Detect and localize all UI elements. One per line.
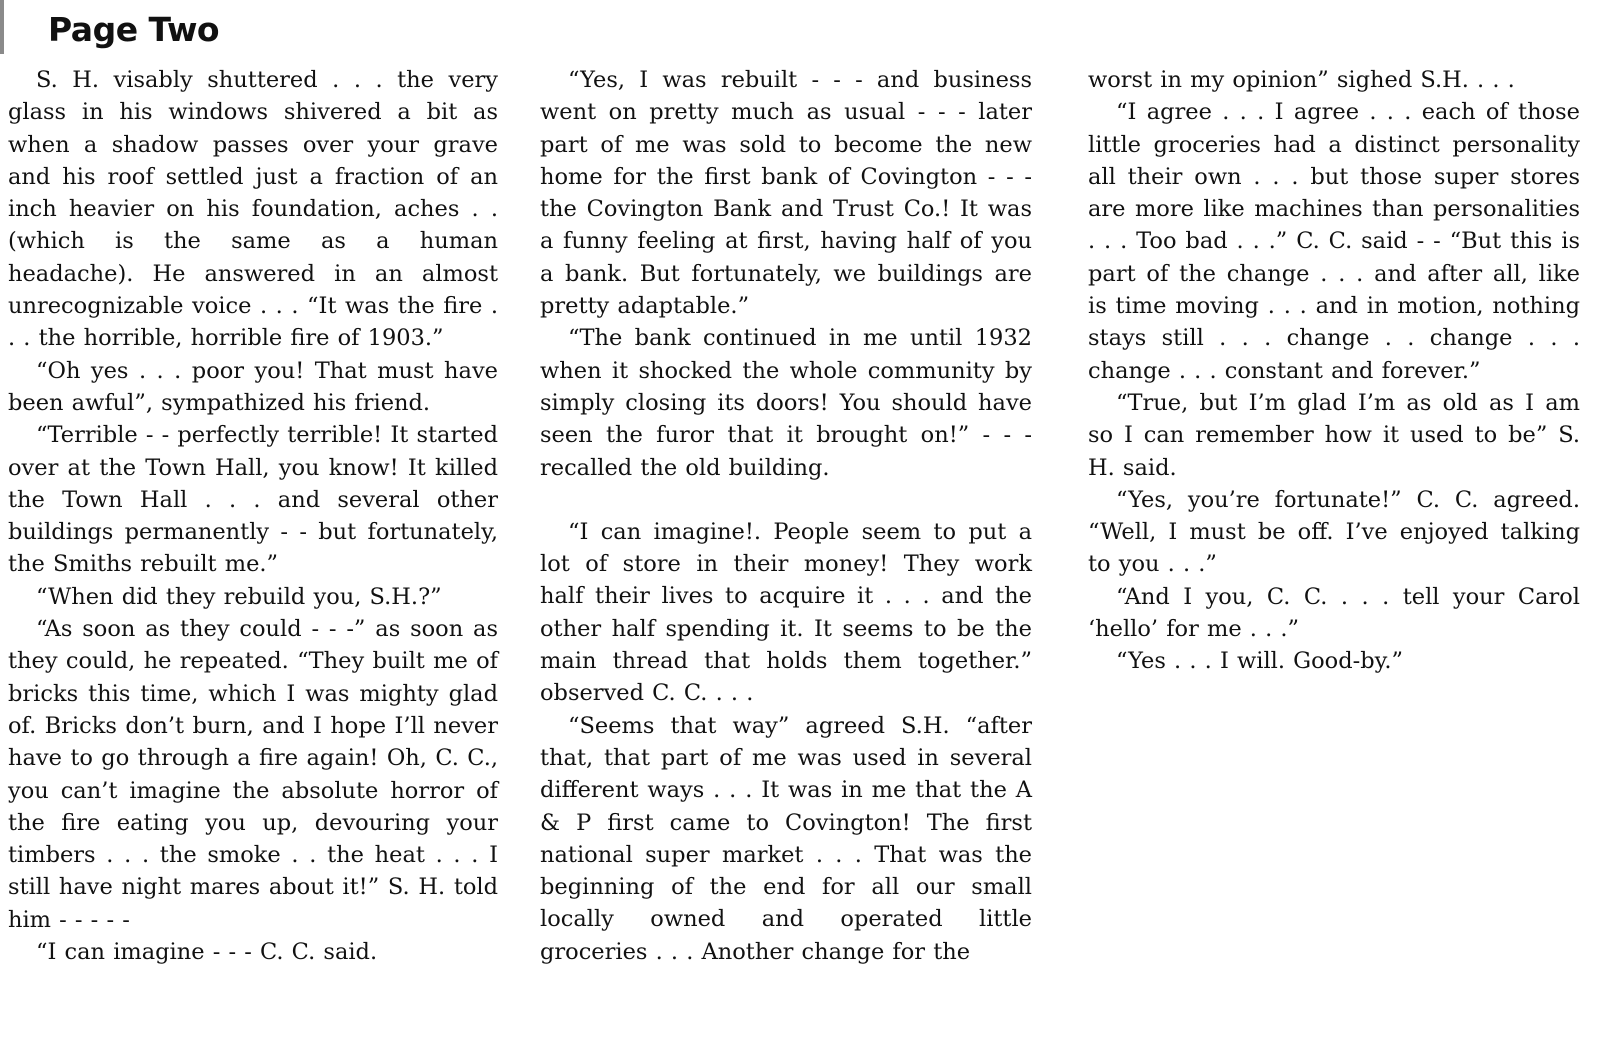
paragraph: “Seems that way” agreed S.H. “after that, that part of me was used in several different ways . . . It was in me that the A & P first came to Covington! The first national super market . . . That was the beginning of the end for all our small locally owned and operated little groceries . . . Another change for the — [540, 712, 1032, 965]
paragraph: “I can imagine - - - C. C. said. — [36, 939, 378, 966]
column-2 — [540, 64, 1032, 968]
paragraph: “Yes, you’re fortunate!” C. C. agreed. “Well, I must be off. I’ve enjoyed talking to you . . .” — [1088, 486, 1580, 578]
paragraph: “Oh yes . . . poor you! That must have been awful”, sympathized his friend. — [8, 357, 498, 416]
paragraph: “The bank continued in me until 1932 when it shocked the whole community by simply closing its doors! You should have seen the furor that it brought on!” - - - recalled the old building. — [540, 325, 1032, 481]
paragraph: “And I you, C. C. . . . tell your Carol ‘hello’ for me . . .” — [1088, 583, 1580, 643]
paragraph: “When did they rebuild you, S.H.?” — [36, 583, 442, 610]
paragraph: “Terrible - - perfectly terrible! It started over at the Town Hall, you know! It killed the Town Hall . . . and several other buildings permanently - - but fortunately, the Smiths rebuilt me.” — [8, 422, 498, 578]
column-3 — [1088, 64, 1580, 678]
column-1 — [8, 64, 498, 968]
margin-rule — [0, 0, 4, 54]
paragraph: S. H. visably shuttered . . . the very glass in his windows shivered a bit as when a shadow passes over your grave and his roof settled just a fraction of an inch heavier on his foundation, aches . . (which is the same as a human headache). He answered in an almost unrecognizable voice . . . “It was the fire . . . the horrible, horrible fire of 1903.” — [8, 67, 498, 352]
paragraph: worst in my opinion” sighed S.H. . . . — [1088, 67, 1515, 93]
paragraph: “As soon as they could - - -” as soon as they could, he repeated. “They built me of bricks this time, which I was mighty glad of. Bricks don’t burn, and I hope I’ll never have to go through a fire again! Oh, C. C., you can’t imagine the absolute horror of the fire eating you up, devouring your timbers . . . the smoke . . the heat . . . I still have night mares about it!” S. H. told him - - - - - — [8, 616, 498, 933]
paragraph: “Yes . . . I will. Good-by.” — [1116, 648, 1403, 675]
paragraph: “Yes, I was rebuilt - - - and business went on pretty much as usual - - - later part of me was sold to become the new home for the first bank of Covington - - - the Covington Bank and Trust Co.! It was a funny feeling at first, having half of you a bank. But fortunately, we buildings are pretty adaptable.” — [540, 67, 1032, 320]
paragraph: “I agree . . . I agree . . . each of those little groceries had a distinct personality all their own . . . but those super stores are more like machines than personalities . . . Too bad . . .” C. C. said - - “But this is part of the change . . . and after all, like is time moving . . . and in motion, nothing stays still . . . change . . change . . . change . . . constant and forever.” — [1088, 99, 1580, 384]
paragraph: “I can imagine!. People seem to put a lot of store in their money! They work half their lives to acquire it . . . and the other half spending it. It seems to be the main thread that holds them together.” observed C. C. . . . — [540, 518, 1032, 707]
page-title: Page Two — [48, 10, 220, 49]
paragraph: “True, but I’m glad I’m as old as I am so I can remember how it used to be” S. H. said. — [1088, 389, 1580, 481]
